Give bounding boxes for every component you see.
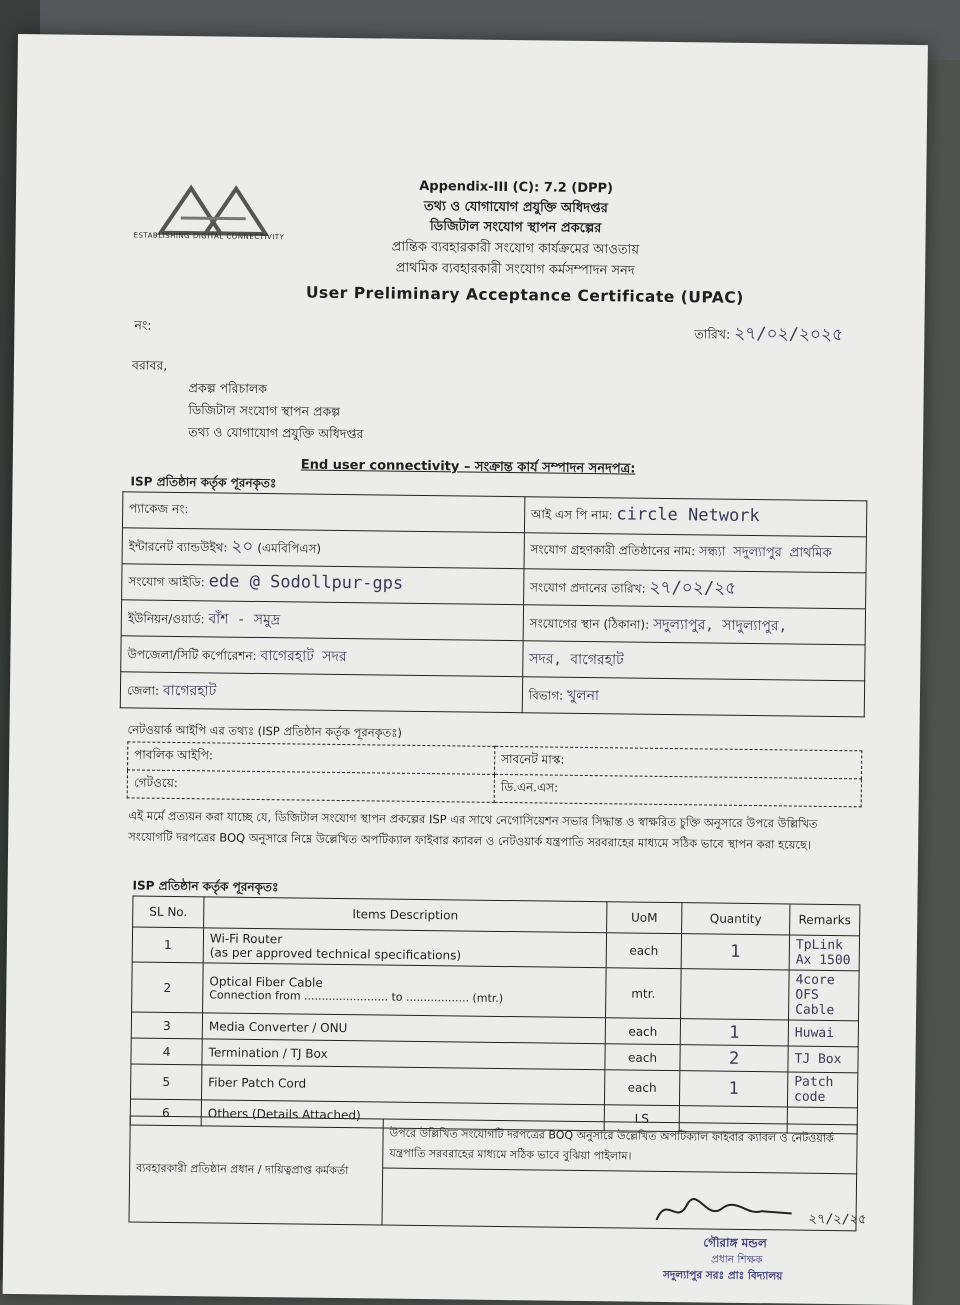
gateway-cell: গেটওয়ে: [127, 770, 494, 802]
item-uom: each [605, 1044, 680, 1071]
item-sl: 5 [130, 1064, 201, 1100]
location-value-continued: সদর, বাগেরহাট [529, 650, 624, 668]
public-ip-cell: পাবলিক আইপি: [128, 742, 495, 774]
signature-date: ২৭/২/২৫ [808, 1211, 867, 1228]
item-sl: 6 [130, 1099, 201, 1126]
item-description [203, 963, 607, 1018]
connection-date-label: সংযোগ প্রদানের তারিখ: [529, 579, 646, 596]
item-remarks: TJ Box [788, 1046, 858, 1073]
stamp-school: সদুল্যাপুর সরঃ প্রাঃ বিদ্যালয় [662, 1268, 783, 1283]
item-description-note: Connection from ........................ to .................. (mtr.) [209, 988, 504, 1005]
union-value: বাঁশ - সমুদ্র [208, 610, 281, 628]
division-cell [522, 677, 865, 717]
item-description-note: (as per approved technical specifications) [209, 945, 462, 963]
item-remarks: 4core OFS Cable [789, 970, 860, 1021]
item-uom: each [606, 933, 681, 969]
declaration-text: এই মর্মে প্রত্যয়ন করা যাচ্ছে যে, ডিজিটাল সংযোগ স্থাপন প্রকল্পের ISP এর সাথে নেগোসিয়েশন সভার সিদ্ধান্ত ও স্বাক্ষরিত চুক্তি অনুসারে উপরে উল্লিখিত সংযোগটি দরপত্রের BOQ অনুসারে নিম্নে উল্লেখিত অপটিক্যাল ফাইবার ক্যাবল ও নেটওয়ার্ক যন্ত্রপাতি সরবরাহের মাধ্যমে সঠিক ভাবে স্থাপন করা হয়েছে। [128, 808, 818, 852]
appendix-line: Appendix-III (C): 7.2 (DPP) [419, 178, 614, 197]
item-quantity: 1 [681, 934, 789, 970]
upazila-value: বাগেরহাট সদর [260, 647, 347, 665]
recipient-cell [524, 533, 867, 573]
bandwidth-value: ২০ [231, 536, 254, 557]
item-description [203, 928, 606, 968]
upazila-label: উপজেলা/সিটি কর্পোরেশন: [127, 646, 257, 663]
division-label: বিভাগ: [528, 687, 564, 703]
item-sl: 2 [132, 962, 204, 1013]
header-quantity: Quantity [682, 903, 790, 935]
signature-mark [651, 1190, 801, 1232]
item-quantity: 1 [680, 1019, 788, 1046]
item-quantity [681, 969, 790, 1020]
header-description: Items Description [204, 897, 607, 933]
item-sl: 3 [131, 1012, 202, 1039]
item-uom: each [605, 1018, 680, 1045]
network-title: নেটওয়ার্ক আইপি এর তথ্যঃ (ISP প্রতিষ্ঠান কর্তৃক পূরনকৃতঃ) [127, 722, 403, 740]
isp-fill-label: ISP প্রতিষ্ঠান কর্তৃক পূরনকৃতঃ [130, 474, 277, 491]
program-line: প্রান্তিক ব্যবহারকারী সংযোগ কার্যক্রমের আওতায় [391, 239, 640, 258]
item-remarks: TpLink Ax 1500 [789, 935, 859, 971]
isp-cell [524, 497, 867, 537]
connection-info-table [120, 491, 868, 717]
item-uom: mtr. [606, 968, 682, 1019]
package-cell [122, 492, 524, 533]
section-title: End user connectivity – সংক্রান্ত কার্য সম্পাদন সনদপত্র: [300, 457, 636, 477]
union-cell [121, 600, 523, 641]
stamp-name: গৌরাঙ্গ মন্ডল [703, 1235, 767, 1251]
recipient-label: সংযোগ গ্রহণকারী প্রতিষ্ঠানের নাম: [530, 542, 696, 559]
date-value: ২৭/০২/২০২৫ [734, 323, 844, 346]
item-quantity: 1 [679, 1071, 787, 1107]
location-value: সদুল্যাপুর, সাদুল্যাপুর, [652, 616, 788, 634]
upazila-cell [121, 636, 523, 677]
bandwidth-cell [122, 528, 524, 569]
item-description: Others (Details Attached) [201, 1100, 604, 1131]
certificate-subtitle: প্রাথমিক ব্যবহারকারী সংযোগ কর্মসম্পাদন সনদ [395, 260, 635, 279]
connection-id-value: ede @ Sodollpur-gps [208, 571, 404, 594]
header-sl: SL No. [133, 896, 204, 928]
location-cell [523, 605, 866, 645]
stamp-role: প্রধান শিক্ষক [711, 1253, 763, 1267]
isp-label: আই এস পি নাম: [530, 507, 613, 523]
subnet-cell: সাবনেট মাস্ক: [494, 746, 861, 778]
page-title: User Preliminary Acceptance Certificate (UPAC) [305, 283, 744, 307]
address-line-1: প্রকল্প পরিচালক [188, 380, 268, 397]
date-field [694, 320, 843, 350]
package-label: প্যাকেজ নং: [129, 500, 189, 516]
item-description: Media Converter / ONU [202, 1013, 605, 1044]
recipient-value: সন্ধ্যা সদুল্যাপুর প্রাথমিক [698, 544, 832, 561]
item-description-line: Optical Fiber Cable [209, 974, 323, 990]
item-uom: LS [604, 1105, 679, 1132]
location-label: সংযোগের স্থান (ঠিকানা): [529, 615, 650, 632]
date-label: তারিখ: [694, 326, 731, 342]
item-remarks: Patch code [787, 1072, 857, 1108]
header-uom: UoM [607, 902, 682, 934]
table-row [132, 962, 860, 1021]
item-uom: each [604, 1070, 679, 1106]
department-line: তথ্য ও যোগাযোগ প্রযুক্তি অধিদপ্তর [423, 198, 608, 217]
connection-date-value: ২৭/০২/২৫ [649, 577, 737, 599]
bandwidth-label: ইন্টারনেট ব্যান্ডউইথ: [128, 538, 228, 555]
item-description-line: Wi-Fi Router [209, 931, 283, 947]
item-description: Fiber Patch Cord [201, 1065, 604, 1105]
item-quantity: 2 [680, 1045, 788, 1072]
district-label: জেলা: [126, 682, 160, 698]
network-ip-table [127, 741, 863, 807]
dns-cell: ডি.এন.এস: [494, 774, 861, 806]
district-value: বাগেরহাট [162, 682, 217, 699]
ref-no-label: নং: [134, 317, 152, 333]
address-line-3: তথ্য ও যোগাযোগ প্রযুক্তি অধিদপ্তর [188, 424, 364, 442]
item-remarks: Huwai [788, 1020, 858, 1047]
project-line: ডিজিটাল সংযোগ স্থাপন প্রকল্পের [429, 219, 602, 237]
item-sl: 1 [132, 927, 203, 963]
union-label: ইউনিয়ন/ওয়ার্ড: [127, 610, 205, 626]
connection-id-label: সংযোগ আইডি: [128, 574, 205, 590]
address-to: বরাবর, [131, 357, 168, 373]
connection-id-cell [122, 564, 524, 605]
isp-value: circle Network [616, 504, 760, 527]
ack-left-cell: ব্যবহারকারী প্রতিষ্ঠান প্রধান / দায়িত্বপ্রাপ্ত কর্মকর্তা [129, 1116, 383, 1225]
district-cell [120, 672, 522, 713]
items-table [130, 895, 861, 1134]
certificate-page [3, 34, 928, 1305]
bandwidth-unit: (এমবিপিএস) [257, 540, 322, 556]
item-description: Termination / TJ Box [202, 1039, 605, 1070]
address-line-2: ডিজিটাল সংযোগ স্থাপন প্রকল্প [188, 402, 341, 419]
division-value: খুলনা [566, 687, 600, 704]
header-remarks: Remarks [790, 904, 860, 936]
items-fill-label: ISP প্রতিষ্ঠান কর্তৃক পূরনকৃতঃ [132, 878, 279, 895]
connection-date-cell [523, 569, 866, 609]
location-cell-cont [522, 641, 865, 681]
item-sl: 4 [131, 1038, 202, 1065]
logo-caption: ESTABLISHING DIGITAL CONNECTIVITY [133, 231, 285, 242]
ack-right-cell: উপরে উল্লিখিত সংযোগটি দরপত্রের BOQ অনুসারে উল্লেখিত অপটিক্যাল ফাইবার ক্যাবল ও নেটওয়ার্ক যন্ত্রপাতি সরবরাহের মাধ্যমে সঠিক ভাবে বুঝিয়া পাইলাম। [383, 1119, 858, 1174]
